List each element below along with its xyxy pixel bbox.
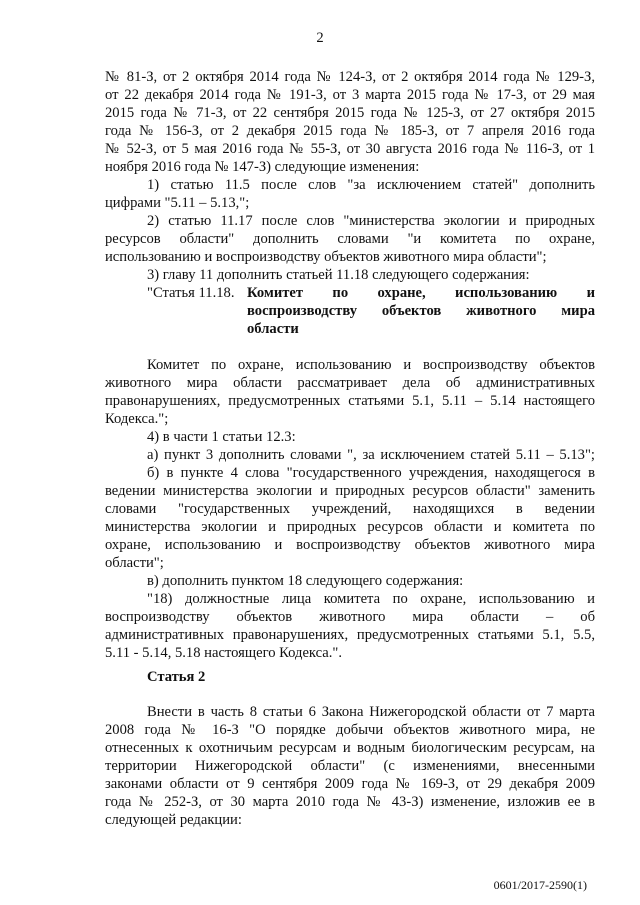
article-heading-title: Комитет по охране, использованию и (247, 285, 595, 301)
text-line: 2015 года № 71-З, от 22 сентября 2015 года № 125-З, от 27 октября 2015 (105, 105, 595, 121)
text-line: № 81-З, от 2 октября 2014 года № 124-З, от 2 октября 2014 года № 129-З, (105, 69, 595, 85)
text-line: словами "государственных учреждений, находящихся в ведении (105, 501, 595, 517)
text-line: Комитет по охране, использованию и воспроизводству объектов (147, 357, 595, 373)
sub-item-a: а) пункт 3 дополнить словами ", за исключением статей 5.11 – 5.13"; (147, 447, 595, 463)
text-line: "18) должностные лица комитета по охране, использованию и (147, 591, 595, 607)
document-code: 0601/2017-2590(1) (493, 878, 587, 892)
text-line: 5.11 - 5.14, 5.18 настоящего Кодекса.". (105, 645, 343, 661)
text-line: Внести в часть 8 статьи 6 Закона Нижегородской области от 7 марта (147, 704, 595, 720)
text-line: ноября 2016 года № 147-З) следующие изменения: (105, 159, 420, 175)
article-heading-title: воспроизводству объектов животного мира (247, 303, 595, 319)
text-line: законами области от 9 сентября 2009 года № 169-З, от 29 декабря 2009 (105, 776, 595, 792)
page-number: 2 (316, 30, 324, 46)
article-2-heading: Статья 2 (147, 669, 206, 685)
text-line: животного мира области рассматривает дела об административных (105, 375, 595, 391)
list-item-2: 2) статью 11.17 после слов "министерства экологии и природных (147, 213, 595, 229)
text-line: № 52-З, от 5 мая 2016 года № 55-З, от 30 августа 2016 года № 116-З, от 1 (105, 141, 595, 157)
article-heading-label: "Статья 11.18. (147, 285, 235, 301)
list-item-4: 4) в части 1 статьи 12.3: (147, 429, 296, 445)
text-line: года № 252-З, от 30 марта 2010 года № 43-З) изменение, изложив ее в (105, 794, 595, 810)
article-heading-title: области (247, 321, 299, 337)
sub-item-b: б) в пункте 4 слова "государственного учреждения, находящегося в (147, 465, 595, 481)
text-line: отнесенных к охотничьим ресурсам и водным биологическим ресурсам, на (105, 740, 595, 756)
list-item-3: 3) главу 11 дополнить статьей 11.18 следующего содержания: (147, 267, 530, 283)
text-line: правонарушениях, предусмотренных статьями 5.1, 5.11 – 5.14 настоящего (105, 393, 595, 409)
text-line: от 22 декабря 2014 года № 191-З, от 3 марта 2015 года № 17-З, от 29 мая (105, 87, 595, 103)
text-line: года № 156-З, от 2 декабря 2015 года № 185-З, от 7 апреля 2016 года (105, 123, 595, 139)
text-line: охране, использованию и воспроизводству объектов животного мира (105, 537, 595, 553)
text-line: области"; (105, 555, 164, 571)
text-line: следующей редакции: (105, 812, 242, 828)
text-line: министерства экологии и природных ресурсов области и комитета по (105, 519, 595, 535)
text-line: воспроизводству объектов животного мира области – об (105, 609, 595, 625)
text-line: использованию и воспроизводству объектов животного мира области"; (105, 249, 547, 265)
sub-item-c: в) дополнить пунктом 18 следующего содержания: (147, 573, 464, 589)
text-line: ресурсов области" дополнить словами "и комитета по охране, (105, 231, 595, 247)
text-line: территории Нижегородской области" (с изменениями, внесенными (105, 758, 595, 774)
list-item-1: 1) статью 11.5 после слов "за исключением статей" дополнить (147, 177, 595, 193)
text-line: Кодекса."; (105, 411, 169, 427)
text-line: 2008 года № 16-З "О порядке добычи объектов животного мира, не (105, 722, 595, 738)
text-line: административных правонарушениях, предусмотренных статьями 5.1, 5.5, (105, 627, 595, 643)
text-line: ведении министерства экологии и природных ресурсов области" заменить (105, 483, 595, 499)
text-line: цифрами "5.11 – 5.13,"; (105, 195, 250, 211)
